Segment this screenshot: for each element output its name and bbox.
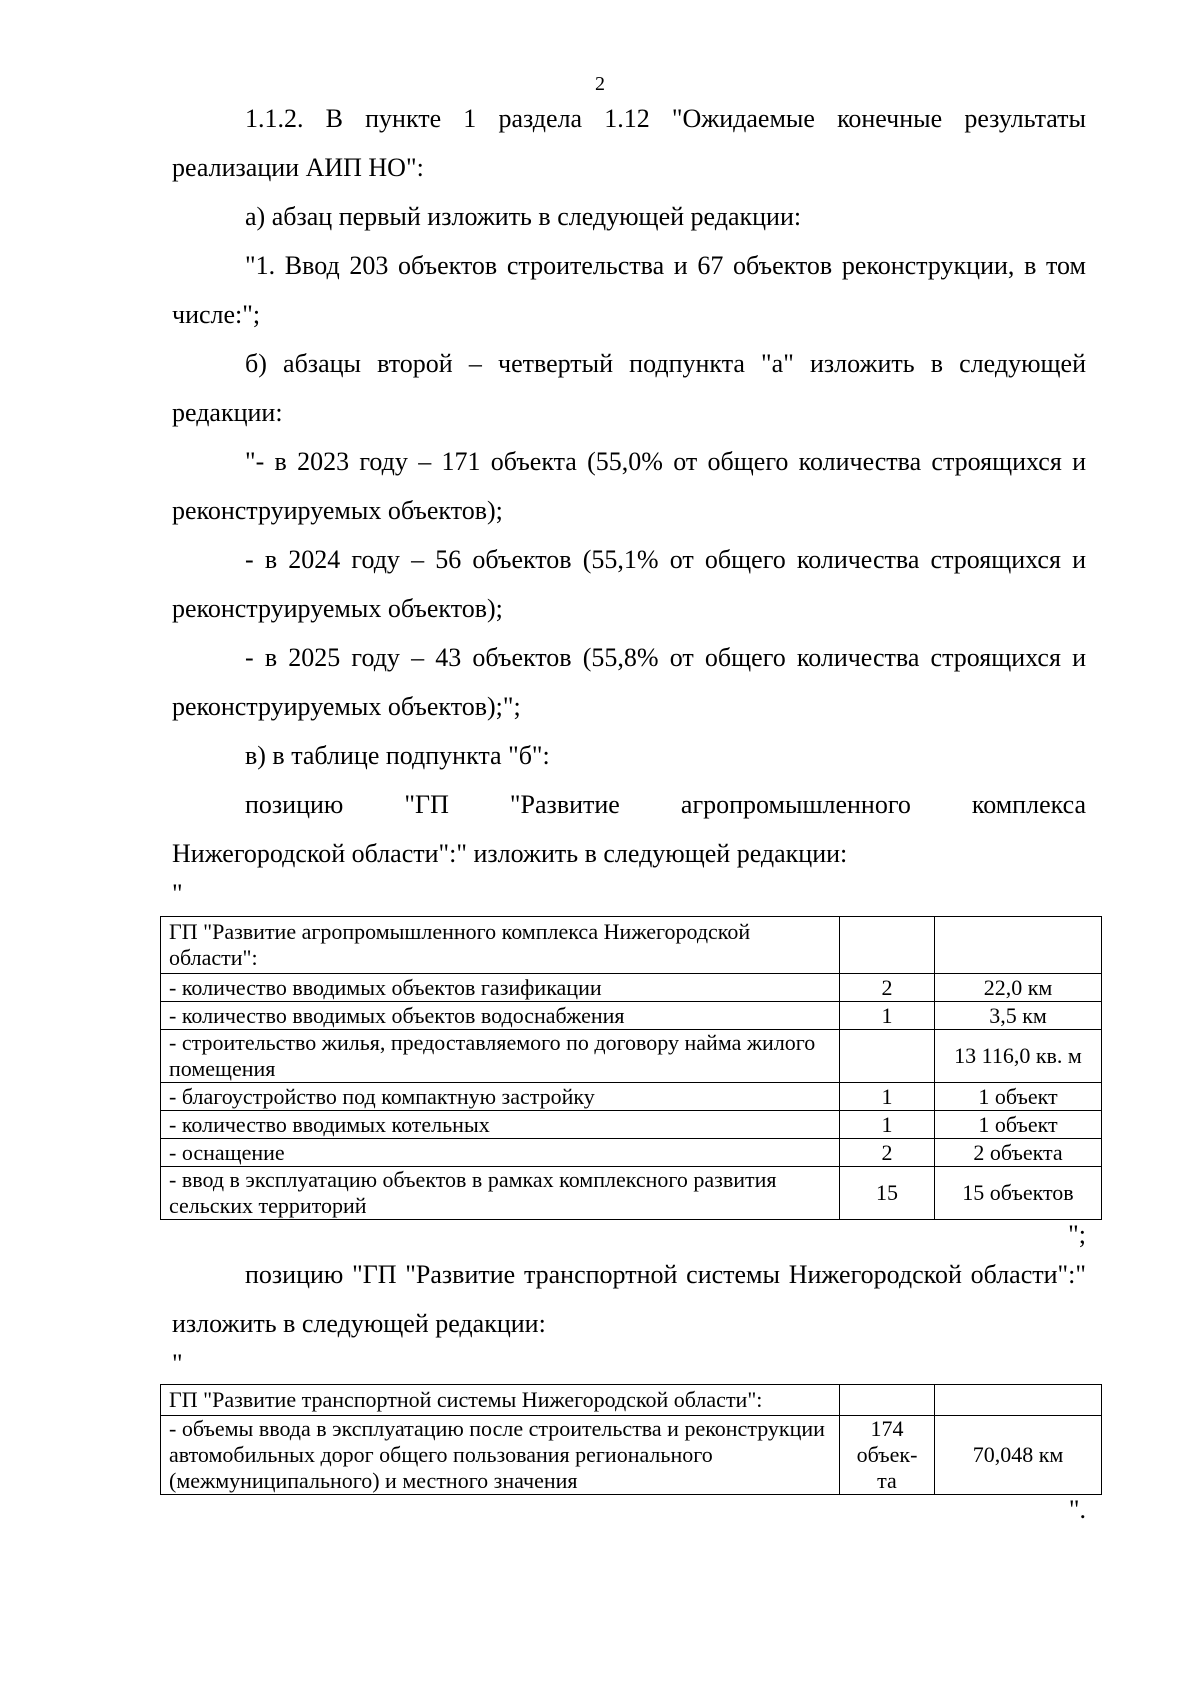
table-cell-name: - оснащение [161,1139,840,1167]
table-cell-count: 1 [840,1111,935,1139]
paragraph-b: б) абзацы второй – четвертый подпункта "а" изложить в следующей редакции: [172,349,1086,427]
paragraph-position-agro-line1: позицию "ГП "Развитие агропромышленного комплекса [245,790,1086,819]
table-cell-name: - ввод в эксплуатацию объектов в рамках комплексного развития сельских территорий [161,1167,840,1220]
agro-complex-table [160,916,1102,1220]
closing-quote-2: ". [1068,1495,1086,1524]
opening-quote-2: " [172,1349,183,1378]
table-header-row [161,1385,1102,1416]
table-row [161,1139,1102,1167]
document-body [169,94,1086,1525]
table-header-cell: ГП "Развитие агропромышленного комплекса Нижегородской области": [161,917,840,974]
paragraph-position-agro-line2: Нижегородской области":" изложить в следующей редакции: [172,839,848,868]
paragraph-2025: - в 2025 году – 43 объектов (55,8% от общего количества строящихся и реконструируемых объектов);"; [172,643,1086,721]
page-number: 2 [595,73,605,95]
paragraph-2023: "- в 2023 году – 171 объекта (55,0% от общего количества строящихся и реконструируемых объектов); [172,447,1086,525]
table-cell-name: - благоустройство под компактную застройку [161,1083,840,1111]
table-row [161,1002,1102,1030]
table-cell-count: 1 [840,1002,935,1030]
table-header-empty-cell [935,1385,1102,1416]
table-header-row [161,917,1102,974]
table-header-cell: ГП "Развитие транспортной системы Нижегородской области": [161,1385,840,1416]
table-row [161,1030,1102,1083]
table-cell-name: - строительство жилья, предоставляемого по договору найма жилого помещения [161,1030,840,1083]
table-cell-count: 15 [840,1167,935,1220]
paragraph-a: а) абзац первый изложить в следующей редакции: [245,202,802,231]
agro-complex-table-body [161,917,1102,1220]
table-row [161,1111,1102,1139]
table-cell-value: 1 объект [935,1111,1102,1139]
transport-system-table [160,1384,1102,1495]
table-cell-count: 174 объек- та [840,1416,935,1495]
table-row [161,1083,1102,1111]
paragraph-intro: 1.1.2. В пункте 1 раздела 1.12 "Ожидаемые конечные результаты реализации АИП НО": [172,104,1086,182]
table-cell-value: 70,048 км [935,1416,1102,1495]
paragraph-quote-1: "1. Ввод 203 объектов строительства и 67 объектов реконструкции, в том числе:"; [172,251,1086,329]
paragraph-2024: - в 2024 году – 56 объектов (55,1% от общего количества строящихся и реконструируемых объектов); [172,545,1086,623]
closing-quote-1: "; [1068,1220,1086,1249]
table-cell-name: - количество вводимых объектов газификации [161,974,840,1002]
paragraph-v: в) в таблице подпункта "б": [245,741,550,770]
table-cell-value: 15 объектов [935,1167,1102,1220]
table-row [161,1416,1102,1495]
table-cell-count: 2 [840,974,935,1002]
table-header-empty-cell [840,917,935,974]
table-cell-value: 2 объекта [935,1139,1102,1167]
table-cell-count: 1 [840,1083,935,1111]
table-header-empty-cell [935,917,1102,974]
table-cell-name: - количество вводимых котельных [161,1111,840,1139]
table-row [161,1167,1102,1220]
opening-quote-1: " [172,879,183,908]
table-cell-value: 22,0 км [935,974,1102,1002]
table-cell-value: 1 объект [935,1083,1102,1111]
table-cell-count [840,1030,935,1083]
table-cell-value: 13 116,0 кв. м [935,1030,1102,1083]
transport-system-table-body [161,1385,1102,1495]
table-header-empty-cell [840,1385,935,1416]
table-cell-count: 2 [840,1139,935,1167]
table-cell-value: 3,5 км [935,1002,1102,1030]
table-cell-name: - объемы ввода в эксплуатацию после строительства и реконструкции автомобильных дорог общего пользования регионального (межмуниципального) и местного значения [161,1416,840,1495]
table-cell-name: - количество вводимых объектов водоснабжения [161,1002,840,1030]
paragraph-position-transport: позицию "ГП "Развитие транспортной системы Нижегородской области":" изложить в следующей редакции: [172,1260,1086,1338]
table-row [161,974,1102,1002]
